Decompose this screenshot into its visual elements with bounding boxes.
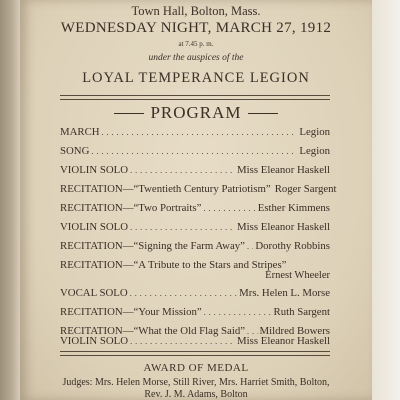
program-item-piece: VIOLIN SOLO <box>60 221 129 233</box>
leader-dots <box>203 202 255 214</box>
program-title: PROGRAM <box>150 103 242 122</box>
program-item-piece: SONG <box>60 145 90 157</box>
program-item-piece: VIOLIN SOLO <box>60 164 129 176</box>
program-item <box>60 287 330 299</box>
leader-dots <box>130 287 237 299</box>
double-rule-top <box>60 95 330 100</box>
program-heading <box>20 103 372 123</box>
event-time: at 7.45 p. m. <box>178 40 214 48</box>
program-item-performer: Ernest Wheeler <box>265 270 330 281</box>
venue-text: Town Hall, Bolton, Mass. <box>131 4 261 18</box>
program-item <box>60 306 330 318</box>
heading-dash-right <box>248 113 278 114</box>
program-item-performer: Ruth Sargent <box>273 306 330 318</box>
judges-line-2: Rev. J. M. Adams, Bolton <box>144 389 248 400</box>
leader-dots <box>130 164 235 176</box>
program-item-piece: VOCAL SOLO <box>60 287 128 299</box>
program-item-piece: RECITATION—“What the Old Flag Said” <box>60 325 246 337</box>
program-item-piece: RECITATION—“Two Portraits” <box>60 202 202 214</box>
program-item-performer: Esther Kimmens <box>257 202 330 214</box>
judges-line-1: Judges: Mrs. Helen Morse, Still River, Mrs. Harriet Smith, Bolton, <box>62 377 330 388</box>
program-item-piece: RECITATION—“Signing the Farm Away” <box>60 240 245 252</box>
program-item-performer: Miss Eleanor Haskell <box>237 335 330 347</box>
program-item-piece: RECITATION—“Your Mission” <box>60 306 202 318</box>
leader-dots <box>130 335 235 347</box>
program-item <box>60 259 330 281</box>
double-rule-bottom <box>60 351 330 356</box>
program-item <box>60 164 330 176</box>
program-item <box>60 145 330 157</box>
program-item-piece: RECITATION—“Twentieth Century Patriotism” <box>60 183 271 195</box>
program-item-performer: Mildred Bowers <box>259 325 330 337</box>
program-item-performer: Legion <box>299 126 330 138</box>
program-item-piece: VIOLIN SOLO <box>60 335 129 347</box>
award-title: AWARD OF MEDAL <box>143 362 249 374</box>
background-right <box>372 0 400 400</box>
leader-dots <box>204 306 272 318</box>
program-item <box>60 126 330 138</box>
auspices-text: under the auspices of the <box>148 53 244 63</box>
program-item <box>60 202 330 214</box>
heading-dash-left <box>114 113 144 114</box>
program-item <box>60 221 330 233</box>
program-item-performer: Miss Eleanor Haskell <box>237 164 330 176</box>
program-sheet <box>20 0 372 400</box>
program-item <box>60 240 330 252</box>
leader-dots <box>247 240 253 252</box>
program-item-piece: RECITATION—“A Tribute to the Stars and Stripes” <box>60 259 287 271</box>
leader-dots <box>91 145 297 157</box>
program-item-piece: MARCH <box>60 126 100 138</box>
program-item-performer: Dorothy Robbins <box>255 240 330 252</box>
leader-dots <box>130 221 235 233</box>
program-item-performer: Legion <box>299 145 330 157</box>
leader-dots <box>102 126 298 138</box>
program-item <box>60 183 337 195</box>
program-item-performer: Mrs. Helen L. Morse <box>239 287 330 299</box>
event-date: WEDNESDAY NIGHT, MARCH 27, 1912 <box>60 20 332 36</box>
program-item <box>60 335 330 347</box>
program-item-performer: Miss Eleanor Haskell <box>237 221 330 233</box>
organization-name: LOYAL TEMPERANCE LEGION <box>82 70 310 86</box>
page-edge-left <box>0 0 20 400</box>
program-item-performer: Roger Sargent <box>274 183 337 195</box>
